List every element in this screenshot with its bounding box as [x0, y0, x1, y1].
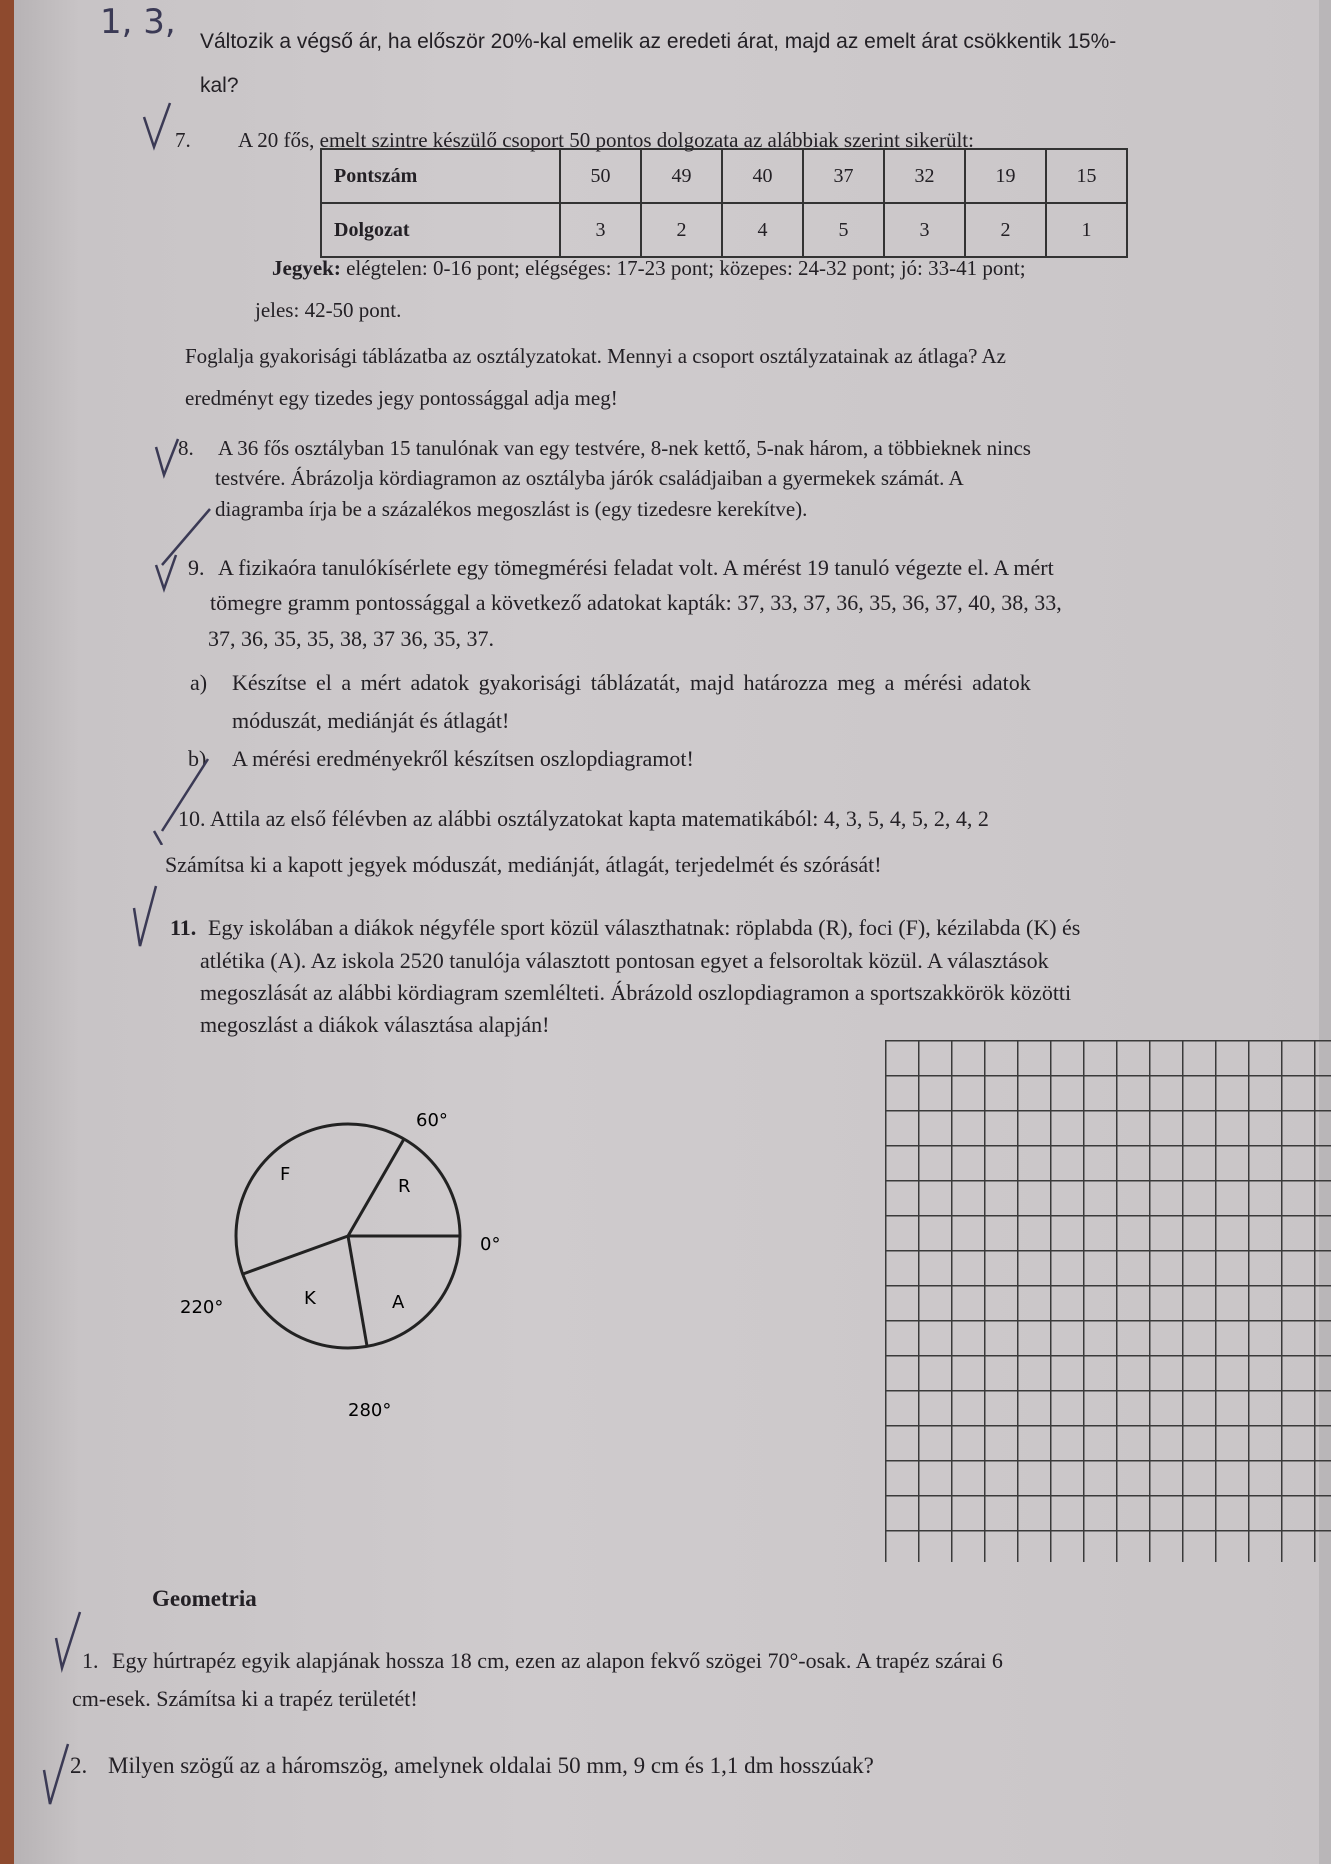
q11-line2: atlétika (A). Az iskola 2520 tanulója választott pontosan egyet a felsoroltak közül. A választások: [200, 948, 1049, 973]
g1-number: 1.: [82, 1648, 99, 1673]
table-cell: 32: [884, 149, 965, 203]
q11-number: 11.: [170, 915, 197, 940]
table-cell: 1: [1046, 203, 1127, 257]
g1-line1: Egy húrtrapéz egyik alapjának hossza 18 cm, ezen az alapon fekvő szögei 70°-osak. A trapéz szárai 6: [112, 1648, 1003, 1673]
pie-angle-60: 60°: [416, 1110, 448, 1131]
q8-number: 8.: [178, 436, 194, 460]
q9-a-label: a): [190, 670, 208, 695]
q7-task-line1: Foglalja gyakorisági táblázatba az osztályzatokat. Mennyi a csoport osztályzatainak az átlaga? Az: [185, 344, 1006, 368]
q11-line3: megoszlását az alábbi kördiagram szemlélteti. Ábrázold oszlopdiagramon a sportszakkörök közötti: [200, 980, 1072, 1005]
pie-line-220deg: [243, 1236, 348, 1274]
pie-line-60deg: [348, 1139, 404, 1236]
grades-line2: jeles: 42-50 pont.: [255, 298, 402, 322]
table-row: [321, 203, 1127, 257]
g2-line: Milyen szögű az a háromszög, amelynek oldalai 50 mm, 9 cm és 1,1 dm hosszúak?: [108, 1753, 874, 1778]
pie-label-k: K: [304, 1288, 316, 1309]
q10-number: 10.: [178, 806, 206, 831]
pie-angle-220: 220°: [180, 1297, 224, 1318]
intro-question-line1: Változik a végső ár, ha először 20%-kal emelik az eredeti árat, majd az emelt árat csökkentik 15%-: [200, 30, 1117, 53]
table-cell: 2: [641, 203, 722, 257]
pie-label-f: F: [280, 1164, 291, 1185]
check-mark-icon: [150, 505, 220, 595]
q9-a-line1: Készítse el a mért adatok gyakorisági táblázatát, majd határozza meg a mérési adatok: [232, 670, 1031, 695]
photo-edge-left: [0, 0, 14, 1864]
pie-angle-0: 0°: [480, 1234, 501, 1255]
table-cell: 2: [965, 203, 1046, 257]
table-cell: 49: [641, 149, 722, 203]
pie-label-r: R: [398, 1176, 411, 1197]
q10-line1: Attila az első félévben az alábbi osztályzatokat kapta matematikából: 4, 3, 5, 4, 5, 2, 4, 2: [210, 806, 989, 831]
table-cell: 3: [884, 203, 965, 257]
graph-paper-grid: [885, 1040, 1331, 1562]
q9-line1: A fizikaóra tanulókísérlete egy tömegmérési feladat volt. A mérést 19 tanuló végezte el. A mért: [218, 555, 1054, 580]
grades-text: elégtelen: 0-16 pont; elégséges: 17-23 pont; közepes: 24-32 pont; jó: 33-41 pont;: [340, 256, 1026, 280]
q9-line3: 37, 36, 35, 35, 38, 37 36, 35, 37.: [208, 626, 494, 651]
q9-b-label: b): [188, 746, 207, 771]
handwritten-note: 1, 3,: [100, 2, 176, 42]
table-cell: 37: [803, 149, 884, 203]
q9-b-line: A mérési eredményekről készítsen oszlopdiagramot!: [232, 746, 694, 771]
intro-question-line2: kal?: [200, 74, 239, 97]
table-cell: 15: [1046, 149, 1127, 203]
pie-angle-280: 280°: [348, 1400, 392, 1421]
photo-edge-right: [1319, 0, 1331, 1864]
table-cell: 19: [965, 149, 1046, 203]
q7-task-line2: eredményt egy tizedes jegy pontossággal adja meg!: [185, 386, 618, 410]
grades-line1: [272, 256, 1026, 281]
row-label-count: Dolgozat: [321, 203, 560, 257]
q8-line2: testvére. Ábrázolja kördiagramon az osztályba járók családjaiban a gyermekek számát. A: [215, 466, 964, 490]
pie-line-280deg: [348, 1236, 367, 1346]
pie-chart: [170, 1100, 530, 1440]
q7-text: A 20 fős, emelt szintre készülő csoport 50 pontos dolgozata az alábbiak szerint sikerült:: [238, 128, 974, 152]
row-label-points: Pontszám: [321, 149, 560, 203]
q10-line2: Számítsa ki a kapott jegyek móduszát, mediánját, átlagát, terjedelmét és szórását!: [165, 852, 882, 877]
table-cell: 50: [560, 149, 641, 203]
q7-number: 7.: [175, 128, 191, 152]
q8-line3: diagramba írja be a százalékos megoszlást is (egy tizedesre kerekítve).: [215, 497, 808, 521]
table-cell: 5: [803, 203, 884, 257]
table-cell: 4: [722, 203, 803, 257]
table-cell: 40: [722, 149, 803, 203]
q8-line1: A 36 fős osztályban 15 tanulónak van egy testvére, 8-nek kettő, 5-nak három, a többieknek nincs: [218, 436, 1031, 460]
g1-line2: cm-esek. Számítsa ki a trapéz területét!: [72, 1686, 418, 1711]
q11-line1: Egy iskolában a diákok négyféle sport közül választhatnak: röplabda (R), foci (F), kézilabda (K) és: [208, 915, 1081, 940]
q9-number: 9.: [188, 555, 205, 580]
geometry-title: Geometria: [152, 1586, 257, 1611]
pie-label-a: A: [392, 1292, 405, 1313]
q9-line2: tömegre gramm pontossággal a következő adatokat kapták: 37, 33, 37, 36, 35, 36, 37, 40, 38, 33,: [210, 590, 1062, 615]
table-row: [321, 149, 1127, 203]
g2-number: 2.: [70, 1753, 88, 1778]
score-table: [320, 148, 1128, 258]
q9-a-line2: móduszát, mediánját és átlagát!: [232, 708, 510, 733]
grades-label: Jegyek:: [272, 256, 341, 280]
q11-line4: megoszlást a diákok választása alapján!: [200, 1012, 550, 1037]
table-cell: 3: [560, 203, 641, 257]
